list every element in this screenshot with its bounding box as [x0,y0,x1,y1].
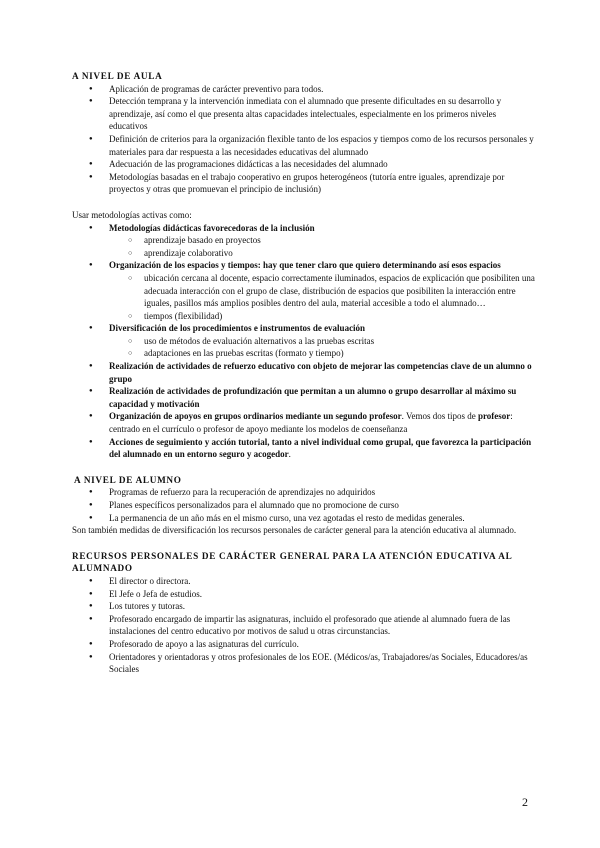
sub-item: ○ aprendizaje colaborativo [72,247,536,260]
methods-list [72,222,536,461]
sub-item: ○ uso de métodos de evaluación alternativos a las pruebas escritas [72,335,536,348]
aula-list [72,83,536,196]
list-item: ● Aplicación de programas de carácter preventivo para todos. [72,83,536,96]
list-item: ● El director o directora. [72,575,536,588]
method-title: Acciones de seguimiento y acción tutorial, tanto a nivel individual como grupal, que favorezca la participación del alumnado en un entorno seguro y acogedor [109,436,532,460]
method-title: Realización de actividades de refuerzo educativo con objeto de mejorar las competencias clave de un alumno o grupo [109,361,532,384]
list-item [72,410,536,435]
section-title-alumno: A NIVEL DE ALUMNO [74,474,182,485]
list-item: ● Metodologías basadas en el trabajo cooperativo en grupos heterogéneos (tutoría entre iguales, aprendizaje por proyectos y otras que promuevan el principio de inclusión) [72,171,536,196]
document-page [72,70,536,676]
list-item: ● Detección temprana y la intervención inmediata con el alumnado que presente dificultades en su desarrollo y aprendizaje, así como el que presenta altas capacidades intelectuales, especialmente en los primeros niveles educativos [72,95,536,133]
method-title: Realización de actividades de profundización que permitan a un alumno o grupo desarrollar al máximo su capacidad y motivación [109,386,517,409]
sub-item: ○ adaptaciones en las pruebas escritas (formato y tiempo) [72,347,536,360]
list-item: ● Planes específicos personalizados para el alumnado que no promocione de curso [72,499,536,512]
list-item [72,436,536,461]
method-title-2: profesor [477,411,511,422]
list-item: ● Los tutores y tutoras. [72,600,536,613]
sub-list [72,272,536,322]
sub-list [72,335,536,360]
list-item [72,222,536,260]
list-item [72,322,536,360]
methods-intro: Usar metodologías activas como: [72,209,192,220]
list-item: ● Profesorado de apoyo a las asignaturas del currículo. [72,638,536,651]
list-item: ● El Jefe o Jefa de estudios. [72,588,536,601]
method-rest: . [288,449,291,460]
method-rest: : hay que tener claro que quiero determinando así esos espacios [257,260,501,271]
list-item: ● Definición de criterios para la organización flexible tanto de los espacios y tiempos como de los recursos personales y materiales para dar respuesta a las necesidades educativas del alumnado [72,133,536,158]
sub-item: ○ aprendizaje basado en proyectos [72,234,536,247]
section-title-recursos: RECURSOS PERSONALES DE CARÁCTER GENERAL PARA LA ATENCIÓN EDUCATIVA AL ALUMNADO [72,550,512,574]
list-item [72,360,536,385]
sub-item: ○ tiempos (flexibilidad) [72,310,536,323]
sub-item: ○ ubicación cercana al docente, espacio correctamente iluminados, espacios de explicación que posibiliten una adecuada interacción con el grupo de clase, distribución de espacios que posibiliten la interacción entre iguales, pasillos más amplios posibles dentro del aula, material accesible a todo el alumnado… [72,272,536,310]
list-item: ● Adecuación de las programaciones didácticas a las necesidades del alumnado [72,158,536,171]
sub-list [72,234,536,259]
page-number: 2 [522,795,528,809]
method-title: Diversificación de los procedimientos e instrumentos de evaluación [109,323,366,334]
list-item [72,385,536,410]
alumno-list [72,486,536,524]
closing-paragraph: Son también medidas de diversificación los recursos personales de carácter general para la atención educativa al alumnado. [72,525,517,536]
method-rest-2: : centrado en el currículo o profesor de apoyo mediante los modelos de coenseñanza [109,411,513,435]
recursos-list [72,575,536,676]
list-item: ● Orientadores y orientadoras y otros profesionales de los EOE. (Médicos/as, Trabajadores/as Sociales, Educadores/as Sociales [72,651,536,676]
method-title: Organización de apoyos en grupos ordinarios mediante un segundo profesor [109,411,402,422]
list-item: ● La permanencia de un año más en el mismo curso, una vez agotadas el resto de medidas generales. [72,512,536,525]
section-title-aula: A NIVEL DE AULA [72,71,163,81]
method-rest: . Vemos dos tipos de [401,411,476,422]
list-item [72,259,536,322]
list-item: ● Programas de refuerzo para la recuperación de aprendizajes no adquiridos [72,486,536,499]
method-title: Metodologías didácticas favorecedoras de la inclusión [109,222,315,233]
method-title: Organización de los espacios y tiempos [109,260,258,271]
list-item: ● Profesorado encargado de impartir las asignaturas, incluido el profesorado que atiende al alumnado fuera de las instalaciones del centro educativo por motivos de salud u otras circunstancias. [72,613,536,638]
